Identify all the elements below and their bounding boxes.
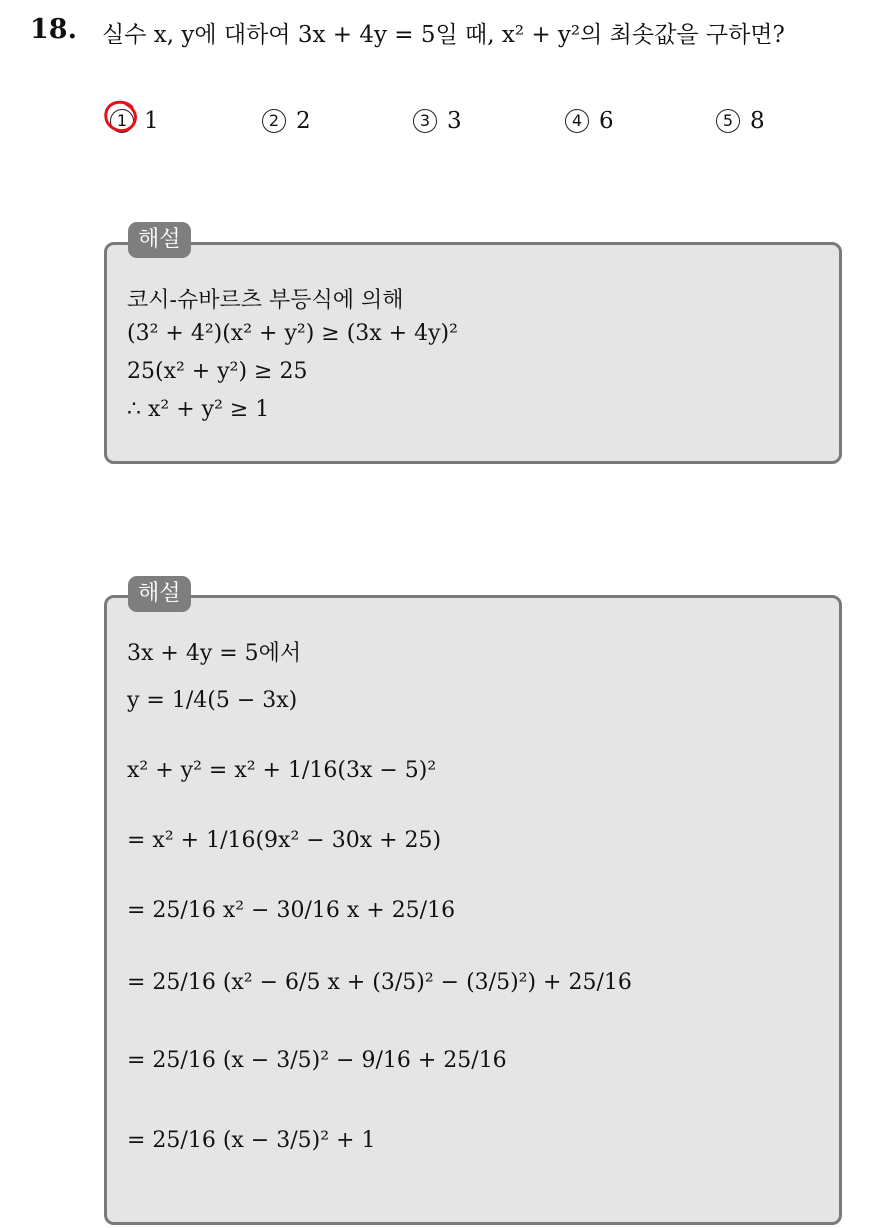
solution1-line-1: 코시-슈바르츠 부등식에 의해	[127, 288, 404, 313]
question-number: 18.	[30, 14, 77, 45]
solution-box-2	[104, 595, 842, 1225]
solution2-line-7: = 25/16 (x − 3/5)² − 9/16 + 25/16	[127, 1048, 507, 1073]
choice-mark: 2	[262, 109, 286, 133]
answer-choices	[0, 108, 884, 144]
solution-box-1	[104, 242, 842, 464]
solution1-line-4: ∴ x² + y² ≥ 1	[127, 397, 270, 422]
choice-1[interactable]	[110, 108, 159, 134]
selected-answer-circle-icon	[102, 99, 138, 135]
solution2-line-8: = 25/16 (x − 3/5)² + 1	[127, 1128, 376, 1153]
solution2-line-2: y = 1/4(5 − 3x)	[127, 688, 298, 713]
choice-value: 3	[447, 108, 462, 134]
question-text: 실수 x, y에 대하여 3x + 4y = 5일 때, x² + y²의 최솟값을 구하면?	[102, 22, 785, 48]
choice-mark: 1	[110, 109, 134, 133]
solution2-line-6: = 25/16 (x² − 6/5 x + (3/5)² − (3/5)²) + 25/16	[127, 970, 632, 995]
solution1-line-2: (3² + 4²)(x² + y²) ≥ (3x + 4y)²	[127, 321, 458, 346]
choice-4[interactable]	[565, 108, 614, 134]
solution-tag-1: 해설	[128, 222, 191, 258]
solution2-line-3: x² + y² = x² + 1/16(3x − 5)²	[127, 758, 437, 783]
choice-value: 1	[144, 108, 159, 134]
choice-value: 2	[296, 108, 311, 134]
solution2-line-1: 3x + 4y = 5에서	[127, 641, 302, 666]
solution2-line-5: = 25/16 x² − 30/16 x + 25/16	[127, 898, 456, 923]
choice-value: 6	[599, 108, 614, 134]
choice-mark: 3	[413, 109, 437, 133]
choice-mark: 4	[565, 109, 589, 133]
solution1-line-3: 25(x² + y²) ≥ 25	[127, 359, 308, 384]
choice-mark: 5	[716, 109, 740, 133]
solution-tag-2: 해설	[128, 576, 191, 612]
choice-2[interactable]	[262, 108, 311, 134]
choice-3[interactable]	[413, 108, 462, 134]
solution2-line-4: = x² + 1/16(9x² − 30x + 25)	[127, 828, 442, 853]
choice-5[interactable]	[716, 108, 765, 134]
choice-value: 8	[750, 108, 765, 134]
